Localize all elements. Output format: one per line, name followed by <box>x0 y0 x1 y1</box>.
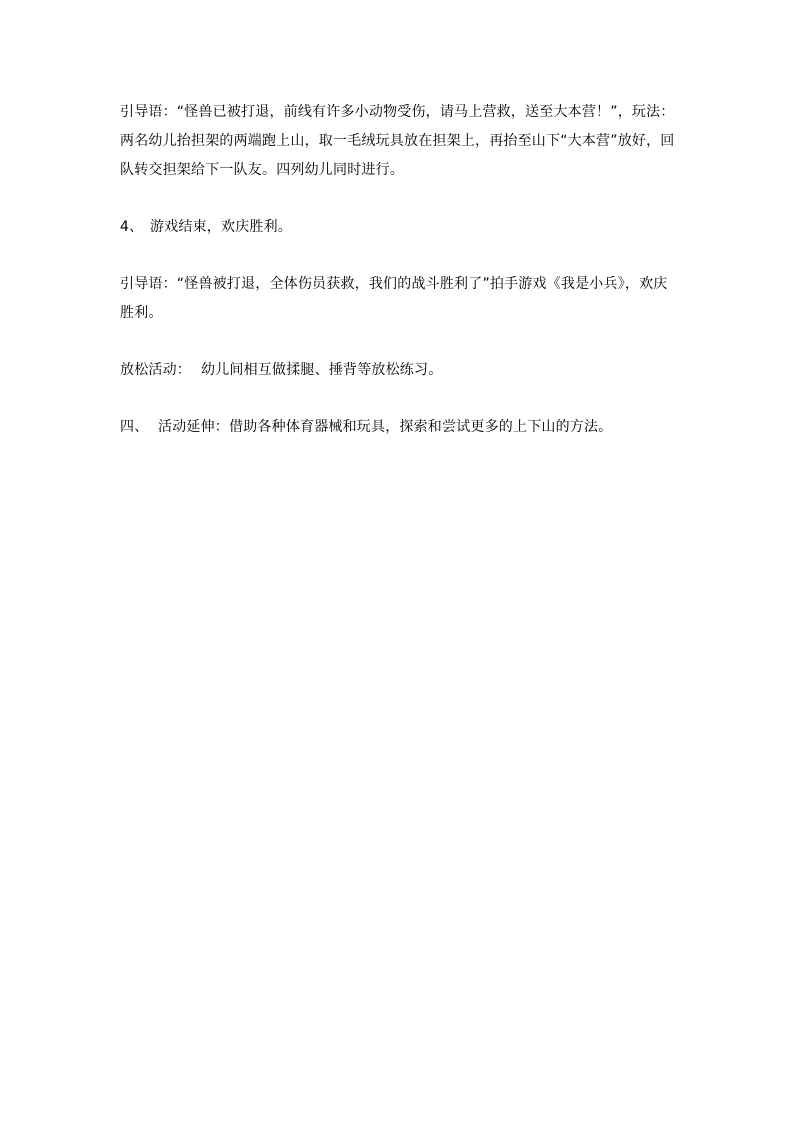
paragraph-text: 活动延伸：借助各种体育器械和玩具，探索和尝试更多的上下山的方法。 <box>158 419 613 435</box>
paragraph-relax-activity <box>120 356 676 385</box>
paragraph-section-4 <box>120 413 676 442</box>
document-body <box>120 98 676 442</box>
paragraph-text: 游戏结束，欢庆胜利。 <box>150 219 292 235</box>
paragraph-text: 引导语：“怪兽已被打退，前线有许多小动物受伤，请马上营救，送至大本营！”，玩法：两名幼儿抬担架的两端跑上山，取一毛绒玩具放在担架上，再抬至山下“大本营”放好，回队转交担架给下一队友。四列幼儿同时进行。 <box>120 104 675 178</box>
paragraph-text: 幼儿间相互做揉腿、捶背等放松练习。 <box>201 362 443 378</box>
step-number: 4、 <box>120 219 144 235</box>
paragraph-guide-rescue <box>120 98 676 185</box>
section-number: 四、 <box>120 419 149 435</box>
paragraph-text: 引导语：“怪兽被打退，全体伤员获救，我们的战斗胜利了”拍手游戏《我是小兵》，欢庆胜利。 <box>120 276 668 321</box>
paragraph-guide-victory <box>120 270 676 328</box>
paragraph-step-4 <box>120 213 676 242</box>
paragraph-label: 放松活动： <box>120 362 191 378</box>
